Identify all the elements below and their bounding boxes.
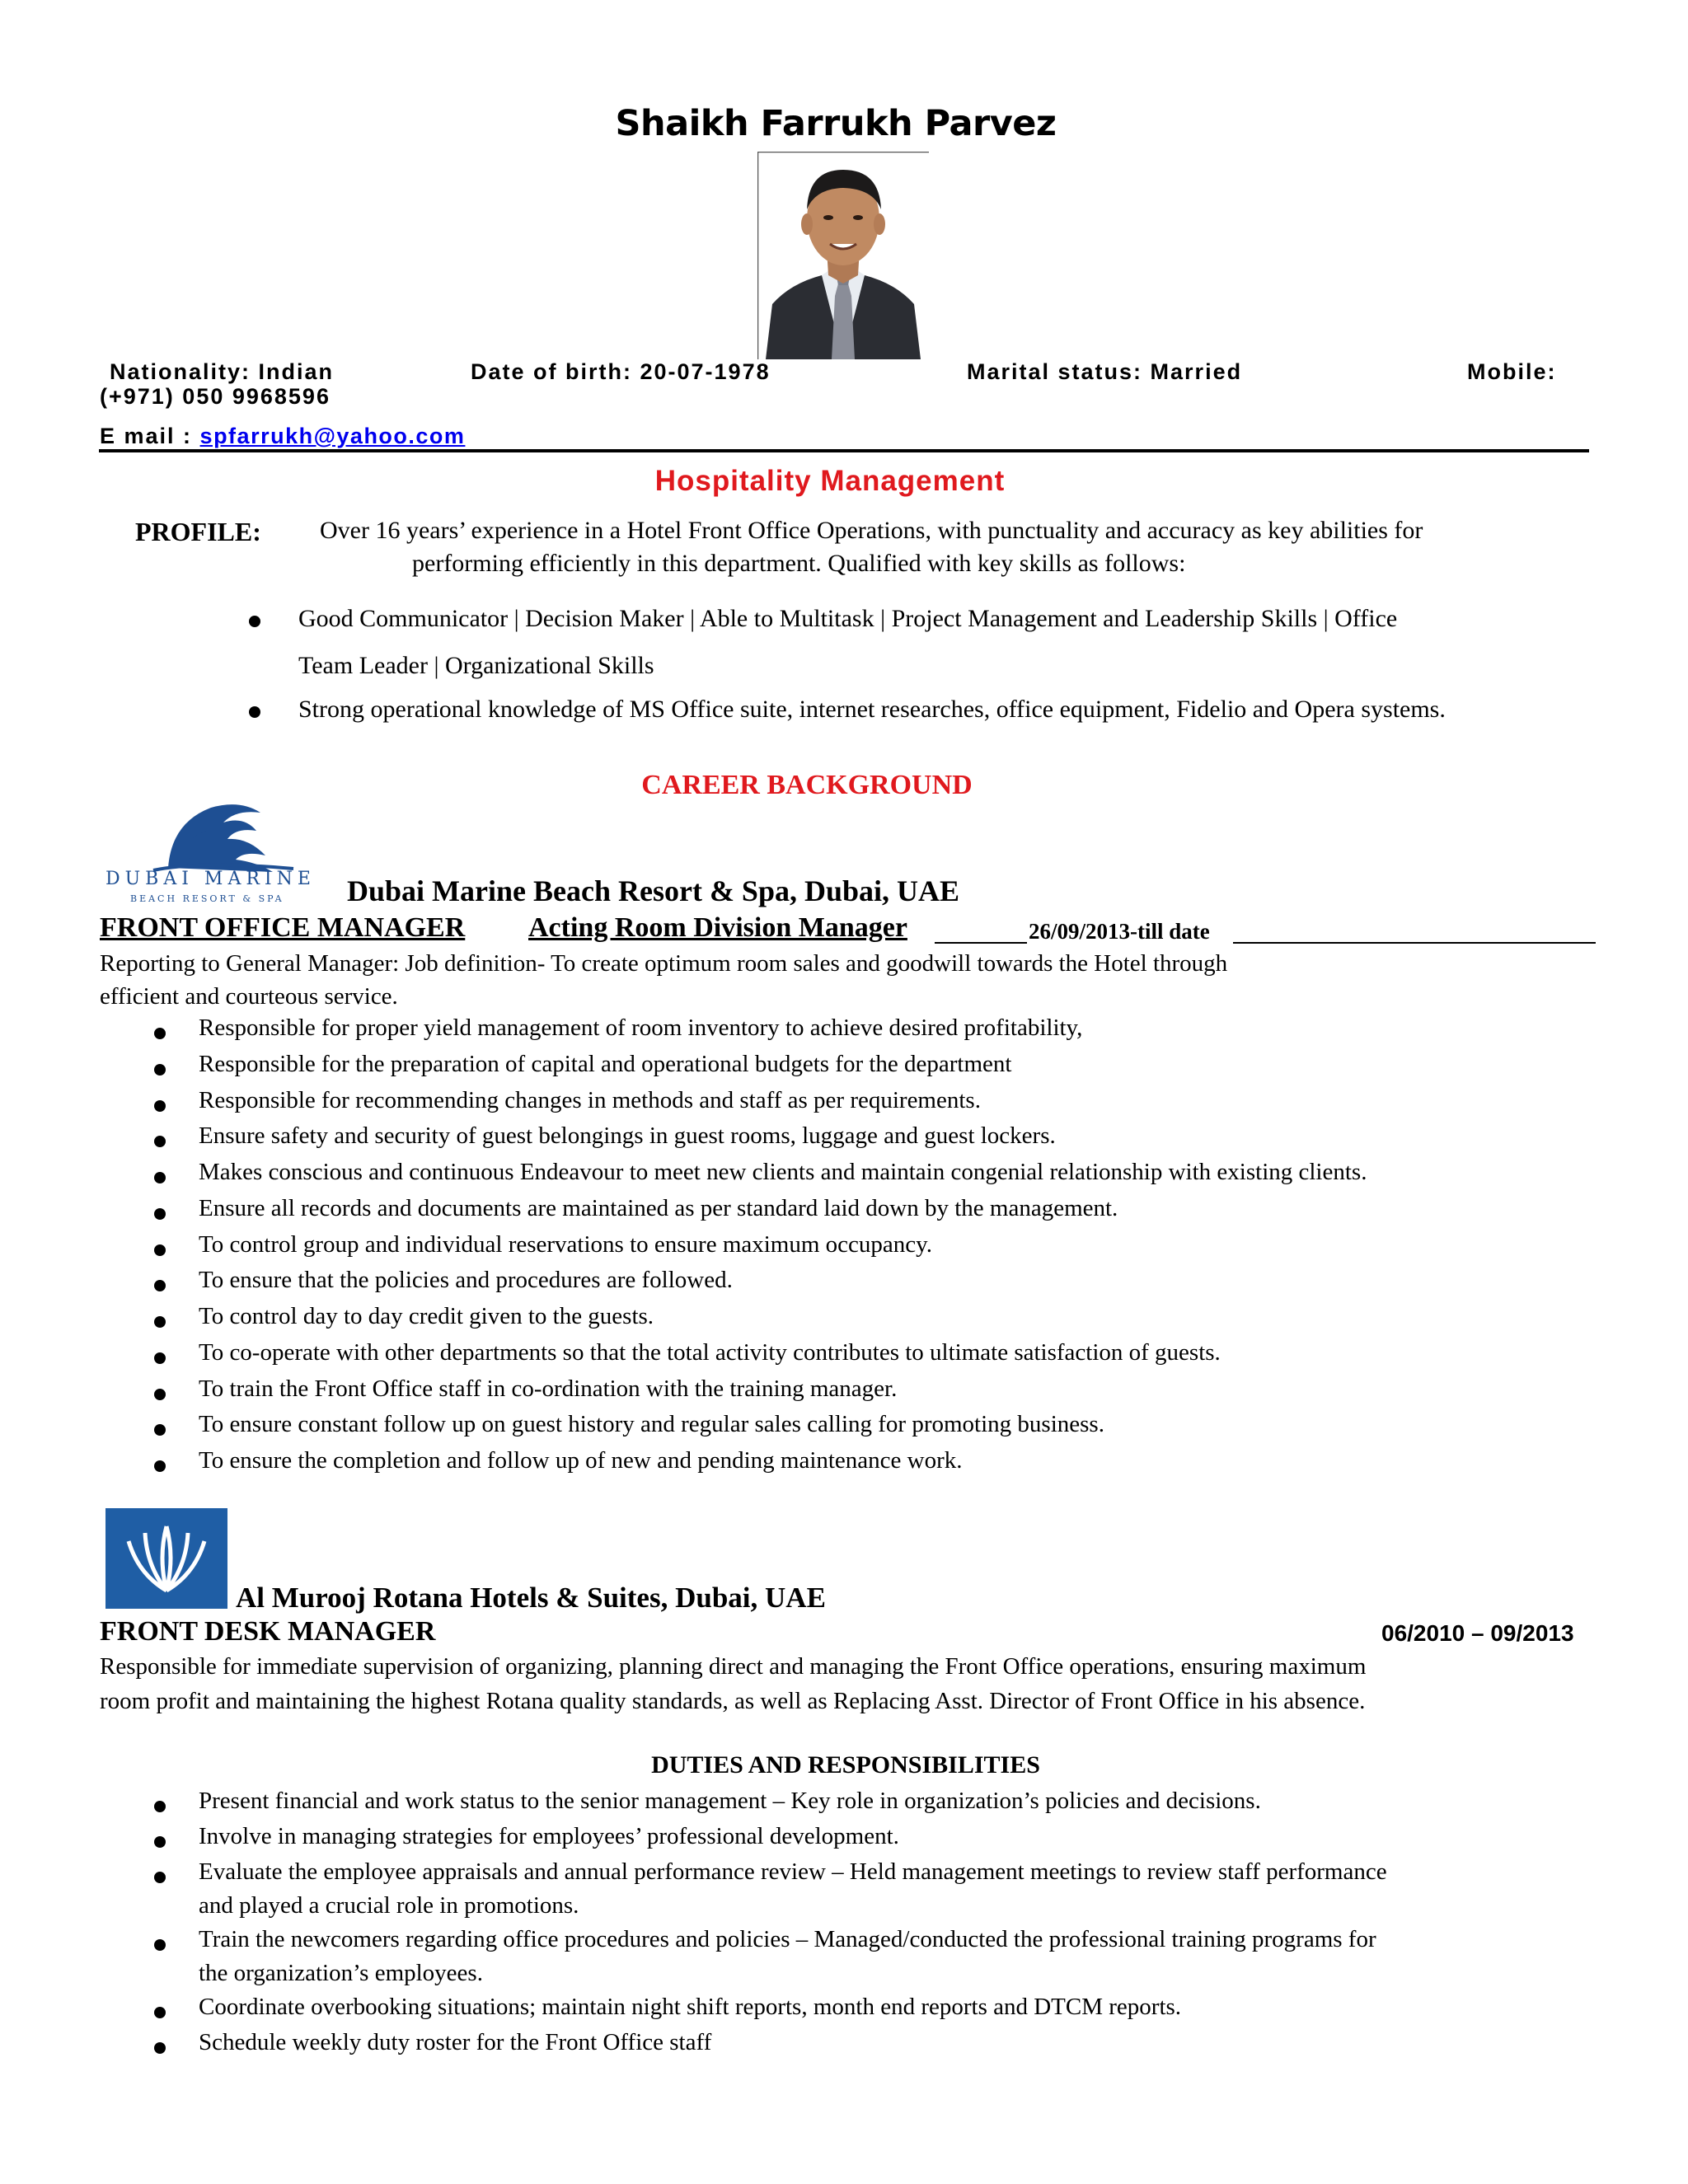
profile-label: PROFILE:: [135, 517, 261, 546]
date-of-birth: Date of birth: 20-07-1978: [471, 359, 771, 384]
job1-desc-line1: Reporting to General Manager: Job definition- To create optimum room sales and goodwill towards the Hotel through: [100, 950, 1228, 977]
bullet-icon: [154, 1460, 166, 1472]
bullet-icon: [154, 1352, 166, 1364]
bullet-icon: [154, 1172, 166, 1183]
logo-subtext: BEACH RESORT & SPA: [130, 893, 284, 904]
logo-text: DUBAI MARINE: [106, 869, 316, 889]
skill-item: Team Leader | Organizational Skills: [298, 652, 654, 679]
bullet-icon: [154, 1208, 166, 1220]
mobile-label: Mobile:: [1467, 359, 1557, 384]
bullet-icon: [154, 1280, 166, 1291]
job1-duty-item: Responsible for the preparation of capital and operational budgets for the department: [199, 1050, 1012, 1077]
bullet-icon: [154, 1244, 166, 1256]
marital-status: Marital status: Married: [967, 359, 1243, 384]
email-line: [100, 424, 465, 449]
job2-duty-item: Coordinate overbooking situations; maintain night shift reports, month end reports and DTCM reports.: [199, 1994, 1182, 2020]
profile-photo: [757, 152, 929, 359]
job1-duty-item: Ensure all records and documents are maintained as per standard laid down by the management.: [199, 1194, 1118, 1221]
job2-duty-item: Involve in managing strategies for employees’ professional development.: [199, 1823, 899, 1849]
job2-duty-item: and played a crucial role in promotions.: [199, 1892, 579, 1919]
job1-desc-line2: efficient and courteous service.: [100, 983, 398, 1010]
header-divider: [99, 449, 1589, 452]
bullet-icon: [154, 1064, 166, 1076]
nationality: Nationality: Indian: [110, 359, 335, 384]
job2-dates: 06/2010 – 09/2013: [1381, 1620, 1574, 1646]
bullet-icon: [154, 2007, 166, 2018]
job2-duty-item: Train the newcomers regarding office procedures and policies – Managed/conducted the professional training programs for: [199, 1926, 1376, 1952]
job2-duty-item: Present financial and work status to the senior management – Key role in organization’s policies and decisions.: [199, 1788, 1261, 1814]
job2-title: FRONT DESK MANAGER: [100, 1616, 436, 1647]
job2-desc: [100, 1649, 1366, 1718]
job1-duty-item: To control group and individual reservations to ensure maximum occupancy.: [199, 1230, 933, 1258]
underline-fill: [1233, 942, 1596, 944]
job1-title2: Acting Room Division Manager: [528, 912, 907, 943]
job1-title: FRONT OFFICE MANAGER: [100, 912, 466, 943]
bullet-icon: [154, 1939, 166, 1951]
job1-desc: [100, 947, 1227, 1013]
job1-duty-item: To ensure the completion and follow up of new and pending maintenance work.: [199, 1447, 963, 1474]
skill-item: Good Communicator | Decision Maker | Able to Multitask | Project Management and Leadership Skills | Office: [298, 605, 1398, 632]
duties-heading: DUTIES AND RESPONSIBILITIES: [651, 1751, 1040, 1779]
job1-duty-item: To co-operate with other departments so that the total activity contributes to ultimate satisfaction of guests.: [199, 1338, 1221, 1366]
job1-duty-item: To ensure that the policies and procedures are followed.: [199, 1267, 733, 1294]
bullet-icon: [154, 1100, 166, 1112]
bullet-icon: [154, 1316, 166, 1328]
bullet-icon: [154, 1836, 166, 1848]
field-title: Hospitality Management: [654, 465, 1006, 497]
job1-dates: 26/09/2013-till date: [1029, 919, 1210, 944]
job2-duty-item: Evaluate the employee appraisals and annual performance review – Held management meetings to review staff performance: [199, 1858, 1387, 1885]
job1-duty-item: To train the Front Office staff in co-ordination with the training manager.: [199, 1375, 898, 1402]
bullet-icon: [154, 1424, 166, 1436]
bullet-icon: [154, 1028, 166, 1039]
dubai-marine-logo: [104, 798, 335, 913]
job1-duty-item: To control day to day credit given to the guests.: [199, 1303, 654, 1329]
job2-duty-item: the organization’s employees.: [199, 1960, 483, 1986]
profile-text-line1: Over 16 years’ experience in a Hotel Front Office Operations, with punctuality and accuracy as key abilities for: [320, 517, 1423, 544]
candidate-name: Shaikh Farrukh Parvez: [615, 103, 1057, 144]
career-heading: CAREER BACKGROUND: [641, 770, 973, 800]
job2-company: Al Murooj Rotana Hotels & Suites, Dubai, UAE: [236, 1582, 826, 1614]
job1-duty-item: Responsible for proper yield management of room inventory to achieve desired profitability,: [199, 1015, 1083, 1041]
job2-desc-line2: room profit and maintaining the highest Rotana quality standards, as well as Replacing Asst. Director of Front Office in his absence.: [100, 1688, 1366, 1714]
email-link[interactable]: spfarrukh@yahoo.com: [199, 424, 466, 448]
underline-fill: [935, 942, 1027, 944]
job1-duty-item: Makes conscious and continuous Endeavour to meet new clients and maintain congenial relationship with existing clients.: [199, 1159, 1367, 1185]
job2-duty-item: Schedule weekly duty roster for the Front Office staff: [199, 2029, 712, 2055]
email-label: E mail :: [100, 424, 193, 448]
bullet-icon: [249, 616, 260, 627]
bullet-icon: [154, 2042, 166, 2054]
job1-duty-item: To ensure constant follow up on guest history and regular sales calling for promoting business.: [199, 1411, 1104, 1438]
rotana-logo: [106, 1508, 227, 1609]
job1-company: Dubai Marine Beach Resort & Spa, Dubai, UAE: [347, 874, 960, 907]
bullet-icon: [154, 1801, 166, 1812]
profile-text-line2: performing efficiently in this department. Qualified with key skills as follows:: [412, 550, 1186, 577]
bullet-icon: [154, 1389, 166, 1400]
job1-duty-item: Ensure safety and security of guest belongings in guest rooms, luggage and guest lockers.: [199, 1122, 1056, 1150]
job1-duty-item: Responsible for recommending changes in methods and staff as per requirements.: [199, 1086, 981, 1113]
bullet-icon: [154, 1872, 166, 1883]
bullet-icon: [154, 1136, 166, 1147]
job2-desc-line1: Responsible for immediate supervision of organizing, planning direct and managing the Front Office operations, ensuring maximum: [100, 1653, 1367, 1680]
bullet-icon: [249, 706, 260, 718]
mobile-number: (+971) 050 9968596: [100, 384, 331, 409]
skill-item: Strong operational knowledge of MS Office suite, internet researches, office equipment, Fidelio and Opera systems.: [298, 696, 1446, 723]
